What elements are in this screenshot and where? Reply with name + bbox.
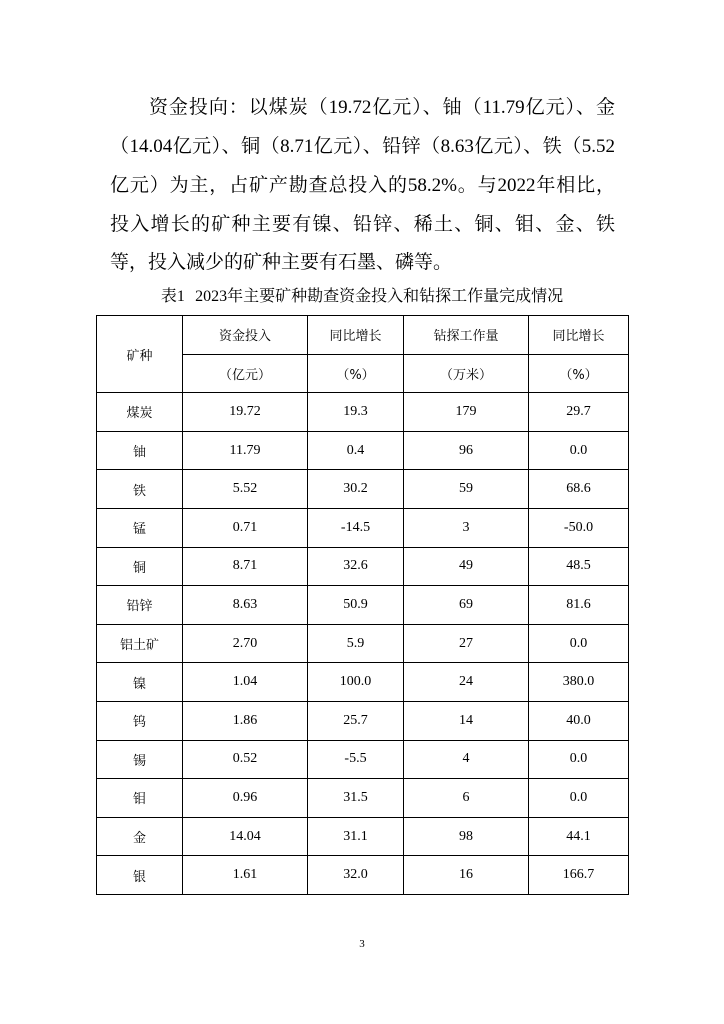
cell-drill-growth: 68.6 <box>529 470 629 509</box>
cell-drill-growth: 380.0 <box>529 663 629 702</box>
table-row <box>97 624 629 663</box>
cell-mineral: 镍 <box>97 663 183 702</box>
cell-drilling: 27 <box>404 624 529 663</box>
para-text: 亿元）、铅锌（ <box>313 135 441 157</box>
cell-inv-growth: 19.3 <box>308 393 404 432</box>
cell-mineral: 钼 <box>97 779 183 818</box>
table-header-row <box>97 316 629 355</box>
cell-investment: 14.04 <box>183 817 308 856</box>
para-text: 年相比，投入增长的矿种主要有镍、铅锌、稀土、铜、钼、金、铁等，投入减少的矿种主要有石墨、磷等。 <box>110 174 615 273</box>
cell-drill-growth: 0.0 <box>529 624 629 663</box>
cell-inv-growth: 5.9 <box>308 624 404 663</box>
table-caption <box>96 285 628 308</box>
table-row <box>97 547 629 586</box>
cell-drill-growth: 0.0 <box>529 431 629 470</box>
para-text: 亿元）、铜（ <box>172 135 281 157</box>
table-row <box>97 740 629 779</box>
cell-mineral: 铜 <box>97 547 183 586</box>
para-number: 2022 <box>497 175 536 196</box>
caption-title: 年主要矿种勘查资金投入和钻探工作量完成情况 <box>227 286 564 305</box>
cell-drilling: 3 <box>404 508 529 547</box>
cell-drill-growth: 166.7 <box>529 856 629 895</box>
cell-inv-growth: 32.6 <box>308 547 404 586</box>
cell-inv-growth: 30.2 <box>308 470 404 509</box>
cell-drill-growth: 48.5 <box>529 547 629 586</box>
body-paragraph <box>110 88 615 281</box>
cell-inv-growth: 25.7 <box>308 701 404 740</box>
cell-mineral: 钨 <box>97 701 183 740</box>
cell-mineral: 金 <box>97 817 183 856</box>
cell-drilling: 59 <box>404 470 529 509</box>
para-number: 5.52 <box>581 136 615 157</box>
para-number: 11.79 <box>482 97 525 118</box>
cell-mineral: 铁 <box>97 470 183 509</box>
cell-investment: 0.96 <box>183 779 308 818</box>
cell-mineral: 煤炭 <box>97 393 183 432</box>
cell-inv-growth: 31.5 <box>308 779 404 818</box>
cell-mineral: 铝土矿 <box>97 624 183 663</box>
cell-inv-growth: 50.9 <box>308 586 404 625</box>
para-text: 。与 <box>456 174 498 196</box>
cell-drill-growth: 0.0 <box>529 779 629 818</box>
cell-drilling: 49 <box>404 547 529 586</box>
table-row <box>97 508 629 547</box>
header-mineral: 矿种 <box>97 316 183 393</box>
cell-drilling: 98 <box>404 817 529 856</box>
table-row <box>97 817 629 856</box>
cell-inv-growth: -14.5 <box>308 508 404 547</box>
header-drill-growth: 同比增长 <box>529 316 629 355</box>
cell-investment: 11.79 <box>183 431 308 470</box>
cell-investment: 2.70 <box>183 624 308 663</box>
caption-year: 2023 <box>195 288 228 305</box>
cell-drill-growth: 40.0 <box>529 701 629 740</box>
cell-inv-growth: 100.0 <box>308 663 404 702</box>
header-inv-growth: 同比增长 <box>308 316 404 355</box>
cell-drill-growth: 0.0 <box>529 740 629 779</box>
para-text: 资金投向：以煤炭（ <box>148 96 329 118</box>
cell-drill-growth: 81.6 <box>529 586 629 625</box>
cell-inv-growth: -5.5 <box>308 740 404 779</box>
header-investment: 资金投入 <box>183 316 308 355</box>
table-body <box>97 393 629 895</box>
para-text: 亿元）为主，占矿产勘查总投入的 <box>110 174 408 196</box>
table-row <box>97 701 629 740</box>
para-number: 58.2% <box>407 175 457 196</box>
cell-drilling: 179 <box>404 393 529 432</box>
cell-mineral: 锡 <box>97 740 183 779</box>
cell-mineral: 铅锌 <box>97 586 183 625</box>
cell-inv-growth: 31.1 <box>308 817 404 856</box>
cell-investment: 1.86 <box>183 701 308 740</box>
cell-investment: 5.52 <box>183 470 308 509</box>
page-number: 3 <box>359 938 365 950</box>
para-text: 亿元）、铁（ <box>473 135 582 157</box>
table-row <box>97 431 629 470</box>
caption-prefix: 表 <box>160 286 177 305</box>
cell-investment: 8.63 <box>183 586 308 625</box>
cell-inv-growth: 0.4 <box>308 431 404 470</box>
cell-mineral: 铀 <box>97 431 183 470</box>
table-row <box>97 586 629 625</box>
cell-inv-growth: 32.0 <box>308 856 404 895</box>
cell-drill-growth: 44.1 <box>529 817 629 856</box>
cell-investment: 0.71 <box>183 508 308 547</box>
cell-investment: 8.71 <box>183 547 308 586</box>
table-row <box>97 856 629 895</box>
caption-number: 1 <box>176 288 185 305</box>
cell-drilling: 14 <box>404 701 529 740</box>
cell-drilling: 69 <box>404 586 529 625</box>
unit-drill-growth: （%） <box>529 354 629 393</box>
table-row <box>97 663 629 702</box>
mineral-investment-table <box>96 315 629 895</box>
cell-drilling: 16 <box>404 856 529 895</box>
para-number: 14.04 <box>129 136 173 157</box>
unit-investment: （亿元） <box>183 354 308 393</box>
cell-investment: 1.04 <box>183 663 308 702</box>
para-number: 8.71 <box>280 136 314 157</box>
unit-inv-growth: （%） <box>308 354 404 393</box>
cell-investment: 0.52 <box>183 740 308 779</box>
cell-mineral: 银 <box>97 856 183 895</box>
cell-drilling: 96 <box>404 431 529 470</box>
table-row <box>97 393 629 432</box>
cell-drill-growth: -50.0 <box>529 508 629 547</box>
para-text: 亿元）、铀（ <box>371 96 483 118</box>
cell-drilling: 4 <box>404 740 529 779</box>
para-number: 8.63 <box>440 136 474 157</box>
cell-investment: 1.61 <box>183 856 308 895</box>
para-number: 19.72 <box>328 97 372 118</box>
cell-investment: 19.72 <box>183 393 308 432</box>
header-drilling: 钻探工作量 <box>404 316 529 355</box>
para-text: 亿元）、金（ <box>110 96 615 157</box>
cell-drilling: 24 <box>404 663 529 702</box>
cell-mineral: 锰 <box>97 508 183 547</box>
unit-drilling: （万米） <box>404 354 529 393</box>
table-row <box>97 470 629 509</box>
table-row <box>97 779 629 818</box>
cell-drill-growth: 29.7 <box>529 393 629 432</box>
cell-drilling: 6 <box>404 779 529 818</box>
